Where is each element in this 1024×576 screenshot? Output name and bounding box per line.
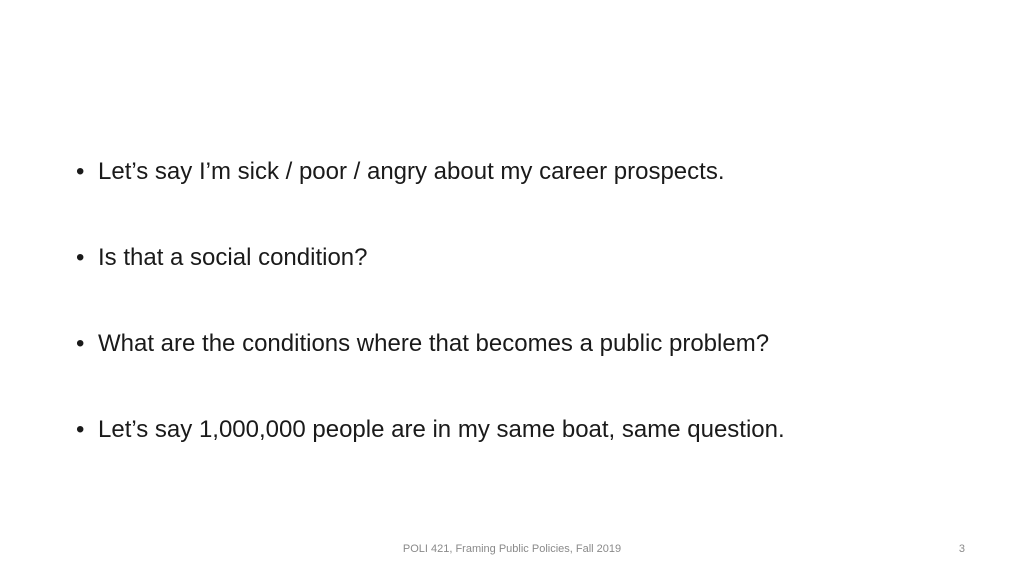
bullet-item bbox=[76, 236, 976, 322]
bullet-text: What are the conditions where that becomes a public problem? bbox=[98, 330, 770, 357]
bullet-dot-icon: • bbox=[76, 330, 85, 357]
bullet-text: Let’s say 1,000,000 people are in my same boat, same question. bbox=[98, 416, 785, 443]
bullet-item bbox=[76, 150, 976, 236]
slide-footer: POLI 421, Framing Public Policies, Fall 2019 bbox=[402, 543, 622, 555]
bullet-text: Is that a social condition? bbox=[98, 244, 368, 271]
bullet-list bbox=[76, 150, 976, 494]
bullet-item bbox=[76, 322, 976, 408]
bullet-item bbox=[76, 408, 976, 494]
bullet-dot-icon: • bbox=[76, 416, 85, 443]
page-number: 3 bbox=[958, 543, 965, 555]
bullet-text: Let’s say I’m sick / poor / angry about my career prospects. bbox=[98, 158, 725, 185]
bullet-dot-icon: • bbox=[76, 158, 85, 185]
bullet-dot-icon: • bbox=[76, 244, 85, 271]
